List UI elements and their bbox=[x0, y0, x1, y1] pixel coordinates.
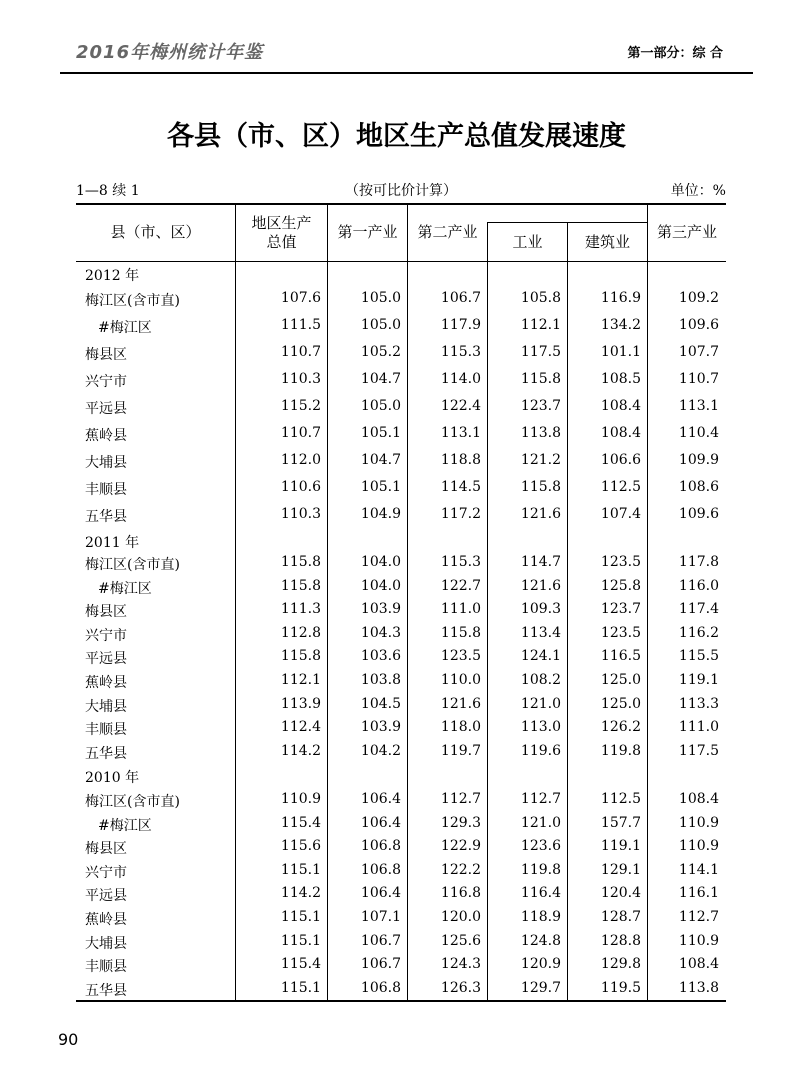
row-label: 平远县 bbox=[85, 401, 127, 417]
table-cell: 115.4 bbox=[280, 956, 321, 973]
table-cell: 105.1 bbox=[360, 479, 401, 495]
header-primary: 第一产业 bbox=[337, 223, 398, 241]
row-label: 平远县 bbox=[85, 651, 127, 668]
header-bottom-rule bbox=[76, 261, 726, 262]
year-label: 2010 年 bbox=[85, 770, 140, 786]
table-cell: 106.7 bbox=[360, 932, 401, 949]
year-label: 2012 年 bbox=[85, 268, 140, 284]
table-cell: 115.3 bbox=[440, 344, 481, 360]
table-cell: 107.6 bbox=[280, 290, 321, 306]
table-cell: 104.2 bbox=[360, 742, 401, 759]
table-cell: 122.9 bbox=[440, 838, 481, 855]
column-divider bbox=[567, 222, 568, 1000]
table-cell: 125.8 bbox=[600, 577, 641, 594]
table-cell: 117.5 bbox=[678, 742, 719, 759]
table-cell: 104.0 bbox=[360, 554, 401, 570]
table-cell: 111.0 bbox=[678, 719, 719, 736]
table-cell: 109.6 bbox=[678, 317, 719, 333]
table-cell: 129.3 bbox=[440, 814, 481, 831]
table-cell: 157.7 bbox=[600, 814, 641, 831]
table-cell: 117.5 bbox=[520, 344, 561, 360]
column-divider bbox=[647, 203, 648, 1000]
table-cell: 104.0 bbox=[360, 577, 401, 594]
price-basis: （按可比价计算） bbox=[345, 183, 457, 199]
table-cell: 105.0 bbox=[360, 290, 401, 306]
table-cell: 112.1 bbox=[280, 672, 321, 688]
table-cell: 117.2 bbox=[440, 506, 481, 522]
table-cell: 106.4 bbox=[360, 814, 401, 831]
table-cell: 110.4 bbox=[678, 425, 719, 441]
table-cell: 106.8 bbox=[360, 861, 401, 878]
table-cell: 103.8 bbox=[360, 672, 401, 688]
table-cell: 123.6 bbox=[520, 838, 561, 855]
table-cell: 112.5 bbox=[600, 479, 641, 495]
row-label: 丰顺县 bbox=[85, 722, 127, 739]
table-cell: 125.6 bbox=[440, 932, 481, 949]
row-label: 梅县区 bbox=[85, 604, 127, 621]
row-label: 兴宁市 bbox=[85, 864, 127, 881]
table-cell: 123.5 bbox=[600, 624, 641, 641]
table-meta bbox=[76, 180, 726, 200]
row-label: 五华县 bbox=[85, 509, 127, 525]
book-title: 2016年梅州统计年鉴 bbox=[76, 42, 264, 63]
table-cell: 128.7 bbox=[600, 909, 641, 925]
table-cell: 123.7 bbox=[600, 601, 641, 618]
table-cell: 116.2 bbox=[678, 624, 719, 641]
table-cell: 119.5 bbox=[600, 979, 641, 996]
table-cell: 108.2 bbox=[520, 672, 561, 688]
row-label: 平远县 bbox=[85, 888, 127, 905]
table-cell: 121.6 bbox=[520, 506, 561, 522]
table-cell: 104.7 bbox=[360, 371, 401, 387]
row-label: 梅江区(含市直) bbox=[85, 557, 180, 573]
table-cell: 108.4 bbox=[600, 398, 641, 414]
table-cell: 109.3 bbox=[520, 601, 561, 618]
table-cell: 109.6 bbox=[678, 506, 719, 522]
unit-label: 单位：% bbox=[670, 183, 726, 199]
table-cell: 121.2 bbox=[520, 452, 561, 468]
table-cell: 108.4 bbox=[600, 425, 641, 441]
table-bottom-rule bbox=[76, 1000, 726, 1002]
table-cell: 115.8 bbox=[520, 371, 561, 387]
row-label: 丰顺县 bbox=[85, 959, 127, 976]
row-label: 兴宁市 bbox=[85, 374, 127, 390]
column-divider bbox=[235, 203, 236, 1000]
table-cell: 126.2 bbox=[600, 719, 641, 736]
table-cell: 110.3 bbox=[280, 371, 321, 387]
table-cell: 118.9 bbox=[520, 909, 561, 925]
row-label: 梅江区(含市直) bbox=[85, 794, 180, 810]
row-label: 蕉岭县 bbox=[85, 675, 127, 691]
table-cell: 113.8 bbox=[678, 979, 719, 996]
table-cell: 119.8 bbox=[520, 861, 561, 878]
table-cell: 115.1 bbox=[280, 909, 321, 925]
table-cell: 113.8 bbox=[520, 425, 561, 441]
table-cell: 106.4 bbox=[360, 791, 401, 807]
table-cell: 118.8 bbox=[440, 452, 481, 468]
part-label: 第一部分：综 合 bbox=[627, 46, 723, 61]
table-cell: 123.5 bbox=[600, 554, 641, 570]
table-cell: 115.8 bbox=[520, 479, 561, 495]
row-label: 梅江区(含市直) bbox=[85, 293, 180, 309]
table-cell: 109.2 bbox=[678, 290, 719, 306]
table-cell: 106.4 bbox=[360, 885, 401, 902]
table-cell: 119.8 bbox=[600, 742, 641, 759]
table-cell: 129.1 bbox=[600, 861, 641, 878]
table-cell: 108.4 bbox=[678, 791, 719, 807]
table-cell: 116.9 bbox=[600, 290, 641, 306]
table-cell: 108.6 bbox=[678, 479, 719, 495]
table-cell: 115.3 bbox=[440, 554, 481, 570]
table-cell: 115.4 bbox=[280, 814, 321, 831]
table-cell: 115.2 bbox=[280, 398, 321, 414]
table-cell: 122.7 bbox=[440, 577, 481, 594]
column-divider bbox=[327, 203, 328, 1000]
table-cell: 110.9 bbox=[678, 932, 719, 949]
table-cell: 111.0 bbox=[440, 601, 481, 618]
header-tertiary: 第三产业 bbox=[656, 223, 717, 241]
table-cell: 122.2 bbox=[440, 861, 481, 878]
column-divider bbox=[407, 203, 408, 1000]
row-label: 兴宁市 bbox=[85, 627, 127, 644]
table-cell: 116.1 bbox=[678, 885, 719, 902]
table-cell: 112.5 bbox=[600, 791, 641, 807]
page-title: 各县（市、区）地区生产总值发展速度 bbox=[167, 121, 626, 152]
table-cell: 109.9 bbox=[678, 452, 719, 468]
table-cell: 111.5 bbox=[280, 317, 321, 333]
table-cell: 117.9 bbox=[440, 317, 481, 333]
table-cell: 120.0 bbox=[440, 909, 481, 925]
row-label: 蕉岭县 bbox=[85, 912, 127, 928]
table-cell: 120.4 bbox=[600, 885, 641, 902]
table-cell: 103.6 bbox=[360, 648, 401, 665]
table-cell: 112.7 bbox=[440, 791, 481, 807]
table-cell: 116.8 bbox=[440, 885, 481, 902]
row-label: 五华县 bbox=[85, 982, 127, 999]
header-rule bbox=[60, 72, 753, 74]
row-label: 大埔县 bbox=[85, 935, 127, 952]
table-cell: 108.4 bbox=[678, 956, 719, 973]
table-cell: 105.8 bbox=[520, 290, 561, 306]
table-cell: 112.0 bbox=[280, 452, 321, 468]
table-cell: 121.0 bbox=[520, 814, 561, 831]
table-cell: 119.6 bbox=[520, 742, 561, 759]
table-cell: 114.2 bbox=[280, 885, 321, 902]
table-cell: 119.7 bbox=[440, 742, 481, 759]
table-cell: 107.1 bbox=[360, 909, 401, 925]
table-cell: 104.5 bbox=[360, 695, 401, 712]
row-label: 五华县 bbox=[85, 745, 127, 762]
table-cell: 115.1 bbox=[280, 861, 321, 878]
header-construction: 建筑业 bbox=[584, 232, 630, 251]
table-cell: 115.8 bbox=[280, 554, 321, 570]
table-cell: 110.7 bbox=[280, 344, 321, 360]
table-cell: 110.6 bbox=[280, 479, 321, 495]
table-cell: 114.0 bbox=[440, 371, 481, 387]
table-cell: 128.8 bbox=[600, 932, 641, 949]
table-cell: 101.1 bbox=[600, 344, 641, 360]
table-cell: 124.1 bbox=[520, 648, 561, 665]
table-cell: 120.9 bbox=[520, 956, 561, 973]
table-cell: 114.5 bbox=[440, 479, 481, 495]
table-cell: 103.9 bbox=[360, 719, 401, 736]
table-cell: 115.6 bbox=[280, 838, 321, 855]
row-label: 大埔县 bbox=[85, 698, 127, 715]
table-cell: 115.5 bbox=[678, 648, 719, 665]
row-label: #梅江区 bbox=[98, 817, 152, 834]
table-cell: 123.5 bbox=[440, 648, 481, 665]
running-header bbox=[0, 0, 793, 78]
table-cell: 114.7 bbox=[520, 554, 561, 570]
table-cell: 107.4 bbox=[600, 506, 641, 522]
table-cell: 117.8 bbox=[678, 554, 719, 570]
table-cell: 115.1 bbox=[280, 979, 321, 996]
table-cell: 106.7 bbox=[360, 956, 401, 973]
table-cell: 116.5 bbox=[600, 648, 641, 665]
table-cell: 129.7 bbox=[520, 979, 561, 996]
table-number: 1—8 续 1 bbox=[76, 183, 140, 199]
table-cell: 115.8 bbox=[280, 577, 321, 594]
table-cell: 124.8 bbox=[520, 932, 561, 949]
page-number: 90 bbox=[58, 1030, 79, 1049]
header-industry: 工业 bbox=[512, 232, 543, 251]
table-cell: 106.8 bbox=[360, 979, 401, 996]
table-cell: 122.4 bbox=[440, 398, 481, 414]
table-cell: 118.0 bbox=[440, 719, 481, 736]
table-cell: 106.7 bbox=[440, 290, 481, 306]
table-cell: 110.7 bbox=[678, 371, 719, 387]
table-cell: 110.0 bbox=[440, 672, 481, 688]
column-divider bbox=[487, 222, 488, 1000]
table-cell: 105.2 bbox=[360, 344, 401, 360]
table-cell: 110.9 bbox=[678, 838, 719, 855]
table-cell: 103.9 bbox=[360, 601, 401, 618]
header-region: 县（市、区） bbox=[110, 223, 201, 241]
table-cell: 108.5 bbox=[600, 371, 641, 387]
table-cell: 110.9 bbox=[280, 791, 321, 807]
table-cell: 110.3 bbox=[280, 506, 321, 522]
table-cell: 125.0 bbox=[600, 695, 641, 712]
table-cell: 113.9 bbox=[280, 695, 321, 712]
table-cell: 125.0 bbox=[600, 672, 641, 688]
table-cell: 113.4 bbox=[520, 624, 561, 641]
table-cell: 112.4 bbox=[280, 719, 321, 736]
row-label: 蕉岭县 bbox=[85, 428, 127, 444]
table-cell: 112.8 bbox=[280, 624, 321, 641]
table-cell: 104.7 bbox=[360, 452, 401, 468]
table-cell: 104.9 bbox=[360, 506, 401, 522]
table-cell: 106.6 bbox=[600, 452, 641, 468]
table-cell: 110.9 bbox=[678, 814, 719, 831]
table-cell: 113.0 bbox=[520, 719, 561, 736]
row-label: 梅县区 bbox=[85, 841, 127, 858]
table-cell: 112.1 bbox=[520, 317, 561, 333]
table-cell: 129.8 bbox=[600, 956, 641, 973]
table-cell: 115.1 bbox=[280, 932, 321, 949]
table-cell: 114.1 bbox=[678, 861, 719, 878]
header-secondary: 第二产业 bbox=[417, 223, 478, 241]
table-cell: 119.1 bbox=[678, 672, 719, 688]
table-cell: 121.0 bbox=[520, 695, 561, 712]
table-cell: 114.2 bbox=[280, 742, 321, 759]
table-cell: 104.3 bbox=[360, 624, 401, 641]
row-label: 丰顺县 bbox=[85, 482, 127, 498]
table-cell: 107.7 bbox=[678, 344, 719, 360]
table-cell: 113.3 bbox=[678, 695, 719, 712]
table-cell: 111.3 bbox=[280, 601, 321, 618]
row-label: 大埔县 bbox=[85, 455, 127, 471]
row-label: 梅县区 bbox=[85, 347, 127, 363]
table-cell: 113.1 bbox=[440, 425, 481, 441]
table-cell: 105.1 bbox=[360, 425, 401, 441]
table-cell: 117.4 bbox=[678, 601, 719, 618]
table-cell: 115.8 bbox=[440, 624, 481, 641]
table-cell: 121.6 bbox=[440, 695, 481, 712]
year-label: 2011 年 bbox=[85, 535, 140, 551]
table-cell: 121.6 bbox=[520, 577, 561, 594]
table-cell: 134.2 bbox=[600, 317, 641, 333]
table-cell: 105.0 bbox=[360, 398, 401, 414]
table-cell: 124.3 bbox=[440, 956, 481, 973]
table-cell: 126.3 bbox=[440, 979, 481, 996]
row-label: #梅江区 bbox=[98, 320, 152, 336]
table-cell: 106.8 bbox=[360, 838, 401, 855]
table-cell: 112.7 bbox=[520, 791, 561, 807]
table-cell: 113.1 bbox=[678, 398, 719, 414]
header-gdp: 地区生产 总值 bbox=[251, 213, 312, 251]
row-label: #梅江区 bbox=[98, 580, 152, 597]
table-cell: 123.7 bbox=[520, 398, 561, 414]
table-cell: 112.7 bbox=[678, 909, 719, 925]
table-cell: 116.0 bbox=[678, 577, 719, 594]
table-cell: 105.0 bbox=[360, 317, 401, 333]
table-cell: 116.4 bbox=[520, 885, 561, 902]
table-cell: 115.8 bbox=[280, 648, 321, 665]
table-cell: 119.1 bbox=[600, 838, 641, 855]
table-cell: 110.7 bbox=[280, 425, 321, 441]
